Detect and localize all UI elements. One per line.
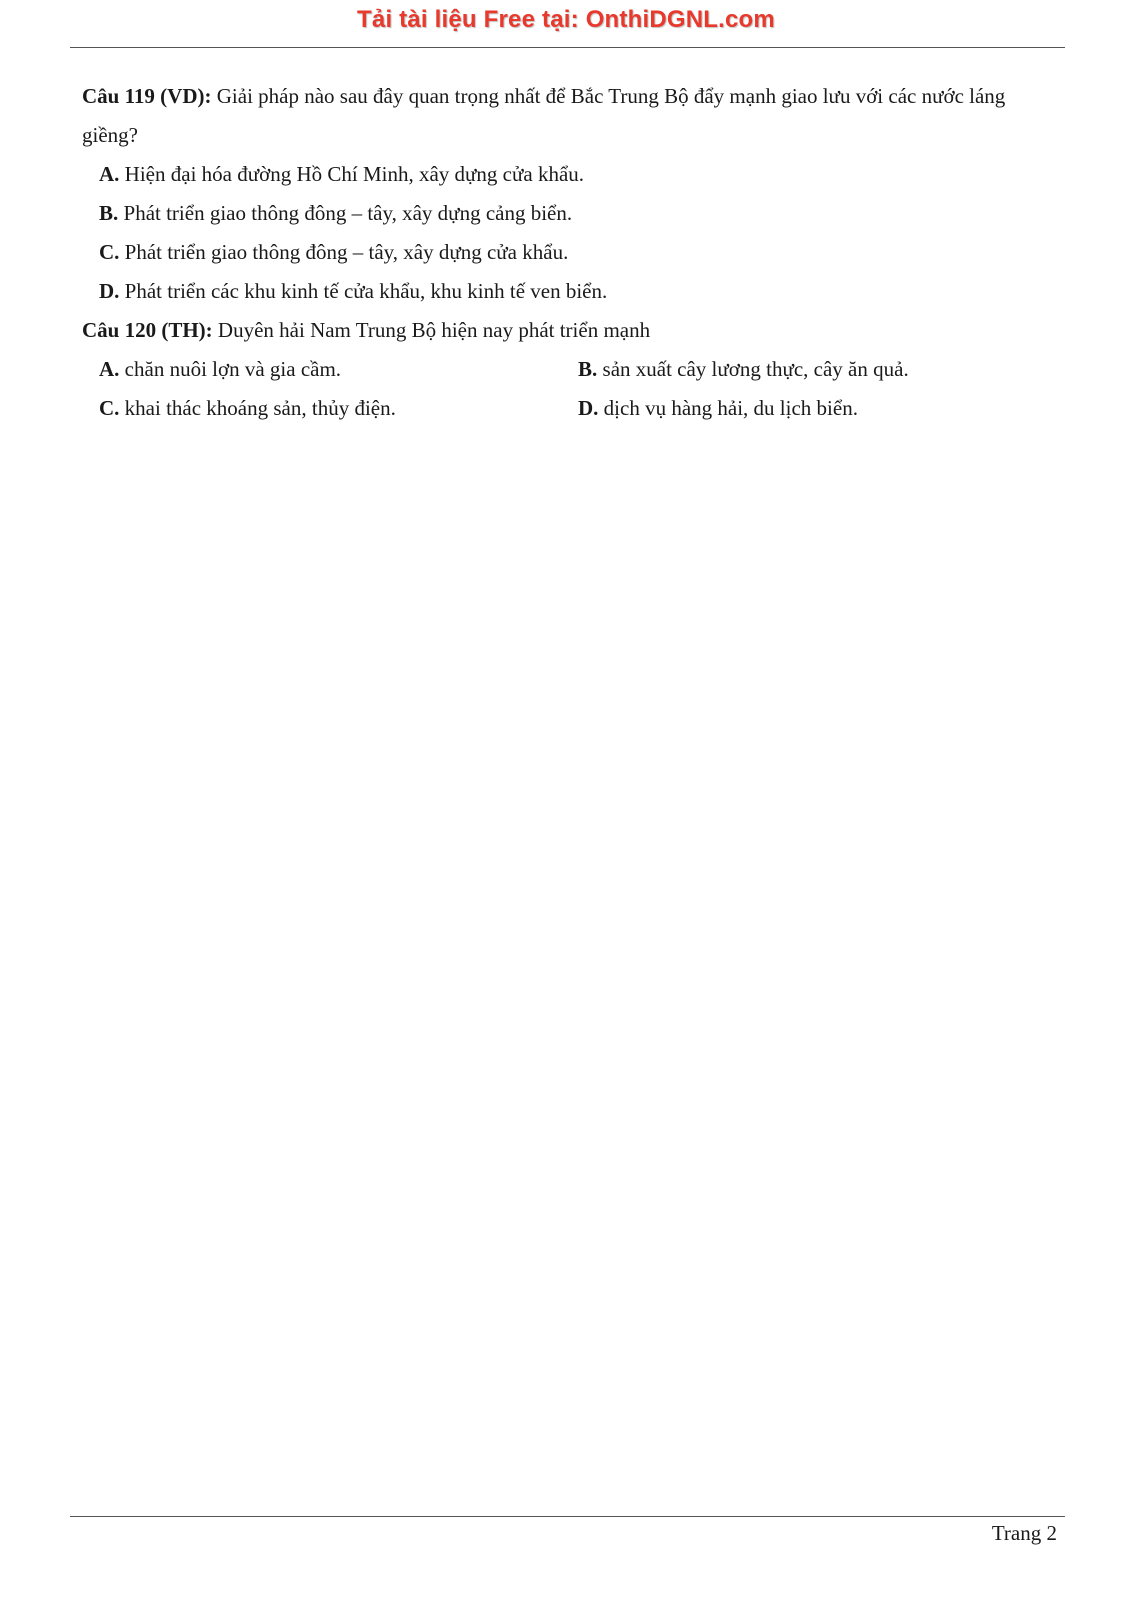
question-text: Duyên hải Nam Trung Bộ hiện nay phát triển mạnh — [212, 318, 651, 342]
question-stem — [82, 77, 1057, 155]
option-letter: D. — [99, 279, 120, 303]
option-c — [82, 233, 1057, 272]
option-d — [82, 272, 1057, 311]
option-letter: B. — [578, 357, 598, 381]
option-letter: B. — [99, 201, 119, 225]
option-text: sản xuất cây lương thực, cây ăn quả. — [597, 357, 909, 381]
question-120 — [82, 311, 1057, 428]
header-banner: Tải tài liệu Free tại: OnthiDGNL.com — [357, 6, 775, 33]
option-letter: C. — [99, 240, 120, 264]
header-divider — [70, 47, 1065, 48]
option-letter: C. — [99, 396, 120, 420]
question-label: Câu 120 (TH): — [82, 318, 213, 342]
option-text: chăn nuôi lợn và gia cầm. — [119, 357, 342, 381]
option-b — [578, 350, 1057, 389]
option-text: Phát triển giao thông đông – tây, xây dựng cửa khẩu. — [119, 240, 569, 264]
option-text: Phát triển giao thông đông – tây, xây dựng cảng biển. — [118, 201, 573, 225]
question-label: Câu 119 (VD): — [82, 84, 212, 108]
document-body — [82, 77, 1057, 428]
option-c — [99, 389, 578, 428]
page-number: Trang 2 — [991, 1521, 1057, 1545]
option-row — [82, 389, 1057, 428]
option-b — [82, 194, 1057, 233]
option-text: Phát triển các khu kinh tế cửa khẩu, khu kinh tế ven biển. — [119, 279, 608, 303]
option-a — [99, 350, 578, 389]
option-letter: A. — [99, 357, 120, 381]
option-letter: D. — [578, 396, 599, 420]
question-119 — [82, 77, 1057, 311]
option-letter: A. — [99, 162, 120, 186]
question-text: Giải pháp nào sau đây quan trọng nhất để Bắc Trung Bộ đẩy mạnh giao lưu với các nước láng giềng? — [82, 84, 1006, 147]
option-text: dịch vụ hàng hải, du lịch biển. — [598, 396, 858, 420]
footer-divider — [70, 1516, 1065, 1517]
question-stem — [82, 311, 1057, 350]
option-text: Hiện đại hóa đường Hồ Chí Minh, xây dựng cửa khẩu. — [119, 162, 585, 186]
option-d — [578, 389, 1057, 428]
option-row — [82, 350, 1057, 389]
option-a — [82, 155, 1057, 194]
option-text: khai thác khoáng sản, thủy điện. — [119, 396, 396, 420]
